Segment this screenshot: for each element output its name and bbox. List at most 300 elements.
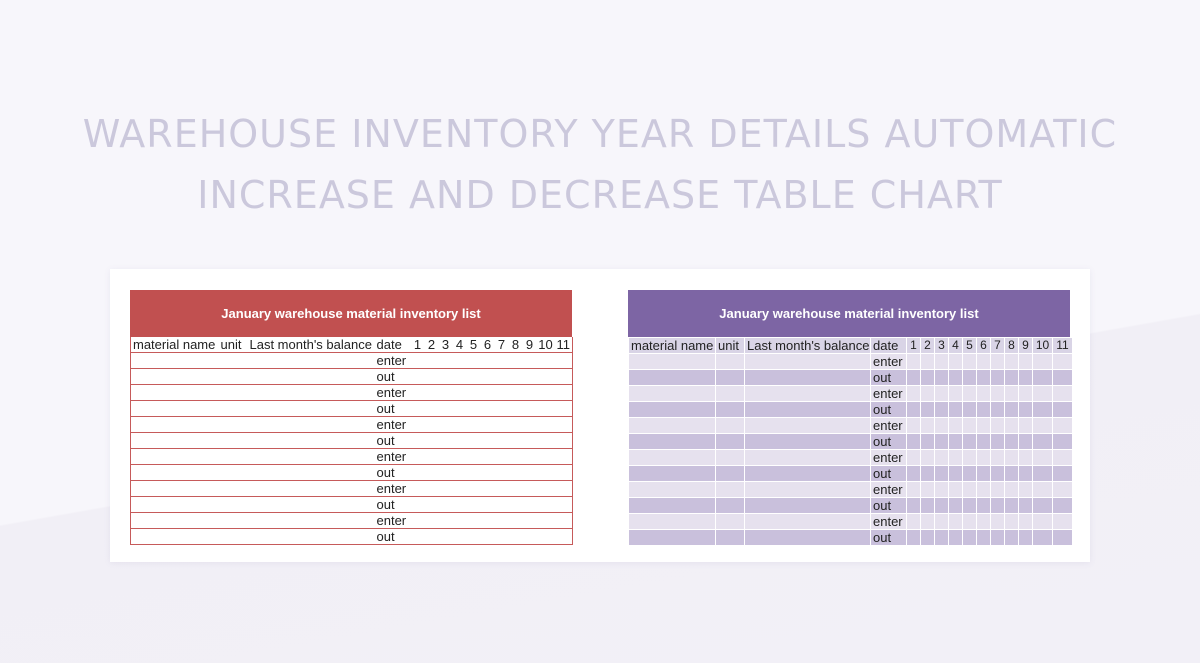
- table-cell[interactable]: [411, 369, 425, 385]
- table-cell[interactable]: [481, 353, 495, 369]
- table-cell[interactable]: [481, 449, 495, 465]
- table-cell[interactable]: [453, 369, 467, 385]
- table-cell[interactable]: [425, 385, 439, 401]
- table-cell[interactable]: [495, 497, 509, 513]
- table-cell[interactable]: [745, 354, 871, 370]
- table-cell[interactable]: [453, 433, 467, 449]
- table-cell[interactable]: [495, 529, 509, 545]
- table-cell[interactable]: [453, 513, 467, 529]
- row-type-cell[interactable]: enter: [871, 354, 907, 370]
- table-cell[interactable]: [716, 498, 745, 514]
- table-cell[interactable]: [555, 353, 573, 369]
- table-cell[interactable]: [963, 450, 977, 466]
- table-cell[interactable]: [467, 417, 481, 433]
- table-cell[interactable]: [1033, 434, 1053, 450]
- table-cell[interactable]: [425, 449, 439, 465]
- table-cell[interactable]: [411, 465, 425, 481]
- table-cell[interactable]: [248, 401, 375, 417]
- table-cell[interactable]: [555, 513, 573, 529]
- table-cell[interactable]: [411, 385, 425, 401]
- table-cell[interactable]: [425, 465, 439, 481]
- table-cell[interactable]: [537, 369, 555, 385]
- table-cell[interactable]: [907, 482, 921, 498]
- table-cell[interactable]: [977, 386, 991, 402]
- table-cell[interactable]: [921, 450, 935, 466]
- table-cell[interactable]: [1053, 498, 1073, 514]
- table-cell[interactable]: [411, 401, 425, 417]
- table-cell[interactable]: [439, 433, 453, 449]
- table-cell[interactable]: [495, 417, 509, 433]
- table-cell[interactable]: [555, 433, 573, 449]
- table-cell[interactable]: [439, 465, 453, 481]
- table-cell[interactable]: [1005, 498, 1019, 514]
- table-cell[interactable]: [425, 401, 439, 417]
- table-cell[interactable]: [1019, 482, 1033, 498]
- table-cell[interactable]: [481, 529, 495, 545]
- table-cell[interactable]: [453, 465, 467, 481]
- table-cell[interactable]: [991, 386, 1005, 402]
- table-cell[interactable]: [1033, 450, 1053, 466]
- table-cell[interactable]: [467, 529, 481, 545]
- table-cell[interactable]: [453, 481, 467, 497]
- table-cell[interactable]: [1033, 482, 1053, 498]
- table-cell[interactable]: [131, 481, 219, 497]
- row-type-cell[interactable]: enter: [871, 482, 907, 498]
- table-cell[interactable]: [1033, 402, 1053, 418]
- table-cell[interactable]: [439, 353, 453, 369]
- table-cell[interactable]: [921, 434, 935, 450]
- table-cell[interactable]: [537, 433, 555, 449]
- table-cell[interactable]: [1053, 434, 1073, 450]
- table-cell[interactable]: [629, 434, 716, 450]
- table-cell[interactable]: [555, 497, 573, 513]
- table-cell[interactable]: [509, 481, 523, 497]
- table-cell[interactable]: [907, 530, 921, 546]
- table-cell[interactable]: [1053, 402, 1073, 418]
- table-cell[interactable]: [219, 513, 248, 529]
- table-cell[interactable]: [991, 498, 1005, 514]
- table-cell[interactable]: [1033, 354, 1053, 370]
- table-cell[interactable]: [991, 450, 1005, 466]
- table-cell[interactable]: [439, 385, 453, 401]
- table-cell[interactable]: [453, 401, 467, 417]
- table-cell[interactable]: [1033, 530, 1053, 546]
- table-cell[interactable]: [935, 450, 949, 466]
- table-cell[interactable]: [555, 385, 573, 401]
- table-cell[interactable]: [509, 513, 523, 529]
- table-cell[interactable]: [716, 370, 745, 386]
- table-cell[interactable]: [921, 354, 935, 370]
- table-cell[interactable]: [495, 449, 509, 465]
- table-cell[interactable]: [467, 401, 481, 417]
- table-cell[interactable]: [219, 465, 248, 481]
- table-cell[interactable]: [991, 370, 1005, 386]
- table-cell[interactable]: [991, 466, 1005, 482]
- table-cell[interactable]: [439, 529, 453, 545]
- table-cell[interactable]: [453, 353, 467, 369]
- table-cell[interactable]: [949, 386, 963, 402]
- table-cell[interactable]: [1019, 418, 1033, 434]
- table-cell[interactable]: [411, 417, 425, 433]
- table-cell[interactable]: [425, 353, 439, 369]
- table-cell[interactable]: [716, 466, 745, 482]
- table-cell[interactable]: [629, 370, 716, 386]
- table-cell[interactable]: [131, 369, 219, 385]
- row-type-cell[interactable]: enter: [376, 417, 407, 432]
- table-cell[interactable]: [439, 513, 453, 529]
- table-cell[interactable]: [991, 530, 1005, 546]
- table-cell[interactable]: [523, 465, 537, 481]
- row-type-cell[interactable]: out: [376, 369, 395, 384]
- table-cell[interactable]: [907, 354, 921, 370]
- table-cell[interactable]: [716, 450, 745, 466]
- table-cell[interactable]: [481, 497, 495, 513]
- row-type-cell[interactable]: enter: [871, 450, 907, 466]
- table-cell[interactable]: [248, 385, 375, 401]
- table-cell[interactable]: [509, 353, 523, 369]
- table-cell[interactable]: [1005, 450, 1019, 466]
- table-cell[interactable]: [935, 498, 949, 514]
- table-cell[interactable]: [131, 353, 219, 369]
- table-cell[interactable]: [523, 513, 537, 529]
- table-cell[interactable]: [716, 418, 745, 434]
- row-type-cell[interactable]: out: [376, 401, 395, 416]
- table-cell[interactable]: [921, 498, 935, 514]
- table-cell[interactable]: [977, 402, 991, 418]
- table-cell[interactable]: [495, 353, 509, 369]
- table-cell[interactable]: [629, 354, 716, 370]
- table-cell[interactable]: [1033, 418, 1053, 434]
- table-cell[interactable]: [219, 353, 248, 369]
- table-cell[interactable]: [219, 369, 248, 385]
- table-cell[interactable]: [963, 434, 977, 450]
- table-cell[interactable]: [716, 402, 745, 418]
- table-cell[interactable]: [523, 417, 537, 433]
- table-cell[interactable]: [629, 450, 716, 466]
- table-cell[interactable]: [1053, 386, 1073, 402]
- table-cell[interactable]: [1019, 402, 1033, 418]
- table-cell[interactable]: [1005, 402, 1019, 418]
- table-cell[interactable]: [537, 497, 555, 513]
- table-cell[interactable]: [131, 417, 219, 433]
- table-cell[interactable]: [949, 450, 963, 466]
- table-cell[interactable]: [131, 465, 219, 481]
- table-cell[interactable]: [977, 370, 991, 386]
- table-cell[interactable]: [467, 497, 481, 513]
- table-cell[interactable]: [949, 466, 963, 482]
- table-cell[interactable]: [555, 481, 573, 497]
- table-cell[interactable]: [1053, 466, 1073, 482]
- table-cell[interactable]: [248, 433, 375, 449]
- table-cell[interactable]: [921, 466, 935, 482]
- table-cell[interactable]: [907, 418, 921, 434]
- table-cell[interactable]: [425, 529, 439, 545]
- row-type-cell[interactable]: out: [871, 434, 907, 450]
- row-type-cell[interactable]: out: [376, 433, 395, 448]
- row-type-cell[interactable]: out: [871, 530, 907, 546]
- table-cell[interactable]: [935, 370, 949, 386]
- table-cell[interactable]: [1019, 354, 1033, 370]
- table-cell[interactable]: [907, 450, 921, 466]
- table-cell[interactable]: [248, 353, 375, 369]
- table-cell[interactable]: [219, 385, 248, 401]
- table-cell[interactable]: [745, 514, 871, 530]
- table-cell[interactable]: [1053, 418, 1073, 434]
- table-cell[interactable]: [537, 417, 555, 433]
- table-cell[interactable]: [1005, 434, 1019, 450]
- table-cell[interactable]: [481, 417, 495, 433]
- table-cell[interactable]: [411, 497, 425, 513]
- table-cell[interactable]: [1053, 482, 1073, 498]
- table-cell[interactable]: [1053, 354, 1073, 370]
- row-type-cell[interactable]: out: [871, 402, 907, 418]
- table-cell[interactable]: [1033, 498, 1053, 514]
- table-cell[interactable]: [467, 369, 481, 385]
- table-cell[interactable]: [963, 402, 977, 418]
- table-cell[interactable]: [495, 481, 509, 497]
- table-cell[interactable]: [555, 465, 573, 481]
- table-cell[interactable]: [921, 418, 935, 434]
- table-cell[interactable]: [509, 529, 523, 545]
- table-cell[interactable]: [219, 449, 248, 465]
- table-cell[interactable]: [745, 434, 871, 450]
- table-cell[interactable]: [481, 385, 495, 401]
- row-type-cell[interactable]: out: [871, 498, 907, 514]
- table-cell[interactable]: [425, 433, 439, 449]
- table-cell[interactable]: [248, 497, 375, 513]
- table-cell[interactable]: [991, 482, 1005, 498]
- table-cell[interactable]: [949, 354, 963, 370]
- table-cell[interactable]: [1019, 434, 1033, 450]
- table-cell[interactable]: [509, 497, 523, 513]
- table-cell[interactable]: [425, 369, 439, 385]
- table-cell[interactable]: [629, 402, 716, 418]
- table-cell[interactable]: [1019, 498, 1033, 514]
- table-cell[interactable]: [453, 417, 467, 433]
- table-cell[interactable]: [439, 401, 453, 417]
- table-cell[interactable]: [949, 418, 963, 434]
- table-cell[interactable]: [716, 354, 745, 370]
- table-cell[interactable]: [509, 465, 523, 481]
- table-cell[interactable]: [467, 481, 481, 497]
- table-cell[interactable]: [1033, 370, 1053, 386]
- table-cell[interactable]: [523, 433, 537, 449]
- table-cell[interactable]: [1005, 514, 1019, 530]
- row-type-cell[interactable]: enter: [376, 353, 407, 368]
- row-type-cell[interactable]: out: [871, 466, 907, 482]
- row-type-cell[interactable]: out: [376, 497, 395, 512]
- table-cell[interactable]: [1005, 482, 1019, 498]
- table-cell[interactable]: [745, 418, 871, 434]
- table-cell[interactable]: [537, 401, 555, 417]
- table-cell[interactable]: [1019, 450, 1033, 466]
- table-cell[interactable]: [248, 465, 375, 481]
- table-cell[interactable]: [131, 497, 219, 513]
- table-cell[interactable]: [219, 481, 248, 497]
- table-cell[interactable]: [495, 465, 509, 481]
- table-cell[interactable]: [467, 433, 481, 449]
- table-cell[interactable]: [629, 530, 716, 546]
- table-cell[interactable]: [629, 498, 716, 514]
- table-cell[interactable]: [991, 418, 1005, 434]
- table-cell[interactable]: [425, 417, 439, 433]
- table-cell[interactable]: [963, 514, 977, 530]
- table-cell[interactable]: [745, 386, 871, 402]
- table-cell[interactable]: [425, 513, 439, 529]
- table-cell[interactable]: [963, 386, 977, 402]
- table-cell[interactable]: [935, 354, 949, 370]
- table-cell[interactable]: [991, 514, 1005, 530]
- table-cell[interactable]: [1005, 370, 1019, 386]
- table-cell[interactable]: [537, 529, 555, 545]
- row-type-cell[interactable]: enter: [376, 481, 407, 496]
- table-cell[interactable]: [467, 385, 481, 401]
- table-cell[interactable]: [907, 402, 921, 418]
- table-cell[interactable]: [555, 401, 573, 417]
- table-cell[interactable]: [907, 386, 921, 402]
- table-cell[interactable]: [977, 418, 991, 434]
- table-cell[interactable]: [411, 513, 425, 529]
- table-cell[interactable]: [509, 433, 523, 449]
- table-cell[interactable]: [439, 369, 453, 385]
- table-cell[interactable]: [977, 498, 991, 514]
- table-cell[interactable]: [629, 386, 716, 402]
- row-type-cell[interactable]: out: [376, 529, 395, 544]
- table-cell[interactable]: [248, 481, 375, 497]
- table-cell[interactable]: [131, 385, 219, 401]
- table-cell[interactable]: [935, 530, 949, 546]
- table-cell[interactable]: [219, 497, 248, 513]
- table-cell[interactable]: [131, 529, 219, 545]
- table-cell[interactable]: [907, 514, 921, 530]
- table-cell[interactable]: [219, 529, 248, 545]
- table-cell[interactable]: [963, 354, 977, 370]
- table-cell[interactable]: [949, 482, 963, 498]
- table-cell[interactable]: [963, 370, 977, 386]
- table-cell[interactable]: [991, 354, 1005, 370]
- table-cell[interactable]: [1033, 514, 1053, 530]
- table-cell[interactable]: [481, 401, 495, 417]
- table-cell[interactable]: [425, 481, 439, 497]
- table-cell[interactable]: [509, 449, 523, 465]
- table-cell[interactable]: [745, 466, 871, 482]
- table-cell[interactable]: [495, 401, 509, 417]
- table-cell[interactable]: [977, 354, 991, 370]
- table-cell[interactable]: [537, 353, 555, 369]
- table-cell[interactable]: [977, 482, 991, 498]
- table-cell[interactable]: [1019, 386, 1033, 402]
- table-cell[interactable]: [716, 482, 745, 498]
- row-type-cell[interactable]: enter: [376, 513, 407, 528]
- table-cell[interactable]: [495, 433, 509, 449]
- table-cell[interactable]: [745, 370, 871, 386]
- table-cell[interactable]: [1019, 370, 1033, 386]
- table-cell[interactable]: [509, 385, 523, 401]
- table-cell[interactable]: [629, 514, 716, 530]
- table-cell[interactable]: [745, 402, 871, 418]
- table-cell[interactable]: [935, 418, 949, 434]
- row-type-cell[interactable]: enter: [376, 449, 407, 464]
- row-type-cell[interactable]: enter: [871, 418, 907, 434]
- table-cell[interactable]: [509, 401, 523, 417]
- table-cell[interactable]: [523, 385, 537, 401]
- table-cell[interactable]: [991, 434, 1005, 450]
- table-cell[interactable]: [131, 433, 219, 449]
- table-cell[interactable]: [411, 449, 425, 465]
- table-cell[interactable]: [523, 353, 537, 369]
- row-type-cell[interactable]: out: [376, 465, 395, 480]
- table-cell[interactable]: [935, 514, 949, 530]
- table-cell[interactable]: [248, 449, 375, 465]
- table-cell[interactable]: [131, 449, 219, 465]
- table-cell[interactable]: [977, 530, 991, 546]
- table-cell[interactable]: [949, 402, 963, 418]
- table-cell[interactable]: [481, 513, 495, 529]
- table-cell[interactable]: [716, 434, 745, 450]
- table-cell[interactable]: [921, 482, 935, 498]
- table-cell[interactable]: [949, 530, 963, 546]
- table-cell[interactable]: [453, 497, 467, 513]
- table-cell[interactable]: [921, 514, 935, 530]
- table-cell[interactable]: [555, 417, 573, 433]
- table-cell[interactable]: [963, 498, 977, 514]
- table-cell[interactable]: [411, 433, 425, 449]
- table-cell[interactable]: [523, 401, 537, 417]
- table-cell[interactable]: [537, 513, 555, 529]
- table-cell[interactable]: [935, 482, 949, 498]
- table-cell[interactable]: [716, 530, 745, 546]
- table-cell[interactable]: [716, 514, 745, 530]
- row-type-cell[interactable]: out: [871, 370, 907, 386]
- table-cell[interactable]: [629, 418, 716, 434]
- table-cell[interactable]: [131, 513, 219, 529]
- table-cell[interactable]: [1005, 418, 1019, 434]
- table-cell[interactable]: [1053, 370, 1073, 386]
- table-cell[interactable]: [523, 529, 537, 545]
- table-cell[interactable]: [935, 434, 949, 450]
- table-cell[interactable]: [1005, 530, 1019, 546]
- table-cell[interactable]: [907, 498, 921, 514]
- table-cell[interactable]: [1005, 386, 1019, 402]
- table-cell[interactable]: [481, 433, 495, 449]
- table-cell[interactable]: [248, 513, 375, 529]
- table-cell[interactable]: [537, 385, 555, 401]
- table-cell[interactable]: [949, 370, 963, 386]
- table-cell[interactable]: [439, 449, 453, 465]
- table-cell[interactable]: [411, 353, 425, 369]
- table-cell[interactable]: [949, 498, 963, 514]
- table-cell[interactable]: [1005, 466, 1019, 482]
- table-cell[interactable]: [963, 466, 977, 482]
- table-cell[interactable]: [629, 482, 716, 498]
- table-cell[interactable]: [1019, 514, 1033, 530]
- table-cell[interactable]: [1053, 450, 1073, 466]
- table-cell[interactable]: [1033, 386, 1053, 402]
- table-cell[interactable]: [1053, 514, 1073, 530]
- table-cell[interactable]: [248, 417, 375, 433]
- table-cell[interactable]: [991, 402, 1005, 418]
- table-cell[interactable]: [537, 481, 555, 497]
- table-cell[interactable]: [481, 481, 495, 497]
- table-cell[interactable]: [963, 418, 977, 434]
- table-cell[interactable]: [481, 465, 495, 481]
- table-cell[interactable]: [523, 449, 537, 465]
- table-cell[interactable]: [977, 466, 991, 482]
- table-cell[interactable]: [629, 466, 716, 482]
- table-cell[interactable]: [921, 386, 935, 402]
- table-cell[interactable]: [481, 369, 495, 385]
- table-cell[interactable]: [453, 385, 467, 401]
